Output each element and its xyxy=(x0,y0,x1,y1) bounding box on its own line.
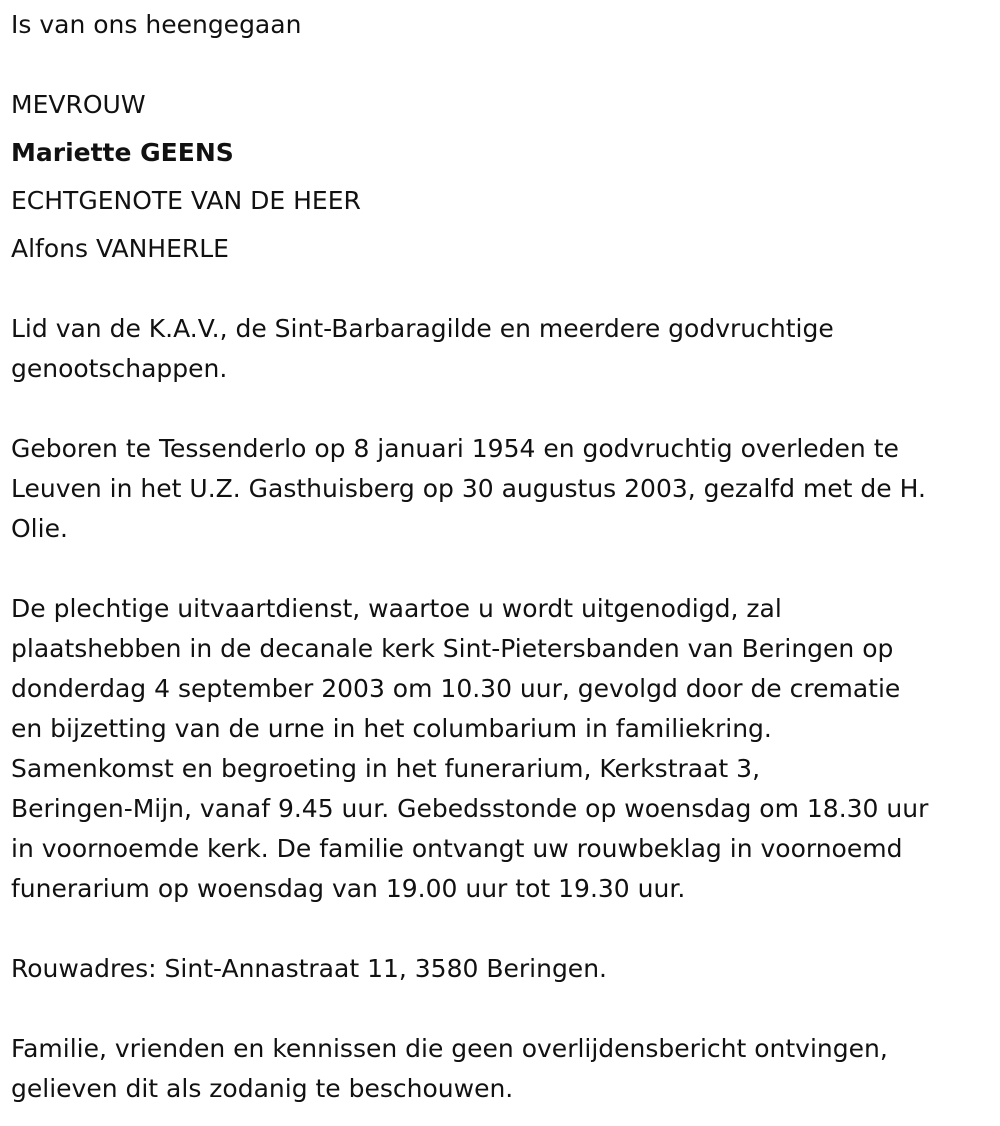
title-prefix: MEVROUW xyxy=(11,90,146,119)
intro-text: Is van ons heengegaan xyxy=(11,10,302,39)
relation-text: ECHTGENOTE VAN DE HEER xyxy=(11,186,361,215)
service-line: Samenkomst en begroeting in het funerarium, Kerkstraat 3, xyxy=(11,754,761,783)
service-line: en bijzetting van de urne in het columbarium in familiekring. xyxy=(11,714,772,743)
closing-line: gelieven dit als zodanig te beschouwen. xyxy=(11,1074,514,1103)
service-line: Beringen-Mijn, vanaf 9.45 uur. Gebedsstonde op woensdag om 18.30 uur xyxy=(11,794,929,823)
birth-death-line: Olie. xyxy=(11,514,68,543)
service-line: funerarium op woensdag van 19.00 uur tot 19.30 uur. xyxy=(11,874,686,903)
service-line: plaatshebben in de decanale kerk Sint-Pietersbanden van Beringen op xyxy=(11,634,894,663)
membership-line: genootschappen. xyxy=(11,354,228,383)
membership-line: Lid van de K.A.V., de Sint-Barbaragilde en meerdere godvruchtige xyxy=(11,314,834,343)
service-line: in voornoemde kerk. De familie ontvangt uw rouwbeklag in voornoemd xyxy=(11,834,903,863)
service-line: donderdag 4 september 2003 om 10.30 uur, gevolgd door de crematie xyxy=(11,674,901,703)
birth-death-line: Geboren te Tessenderlo op 8 januari 1954 en godvruchtig overleden te xyxy=(11,434,899,463)
mourning-address: Rouwadres: Sint-Annastraat 11, 3580 Beringen. xyxy=(11,954,607,983)
closing-line: Familie, vrienden en kennissen die geen overlijdensbericht ontvingen, xyxy=(11,1034,888,1063)
service-line: De plechtige uitvaartdienst, waartoe u wordt uitgenodigd, zal xyxy=(11,594,782,623)
spouse-name: Alfons VANHERLE xyxy=(11,234,229,263)
deceased-name: Mariette GEENS xyxy=(11,138,234,167)
birth-death-line: Leuven in het U.Z. Gasthuisberg op 30 augustus 2003, gezalfd met de H. xyxy=(11,474,926,503)
